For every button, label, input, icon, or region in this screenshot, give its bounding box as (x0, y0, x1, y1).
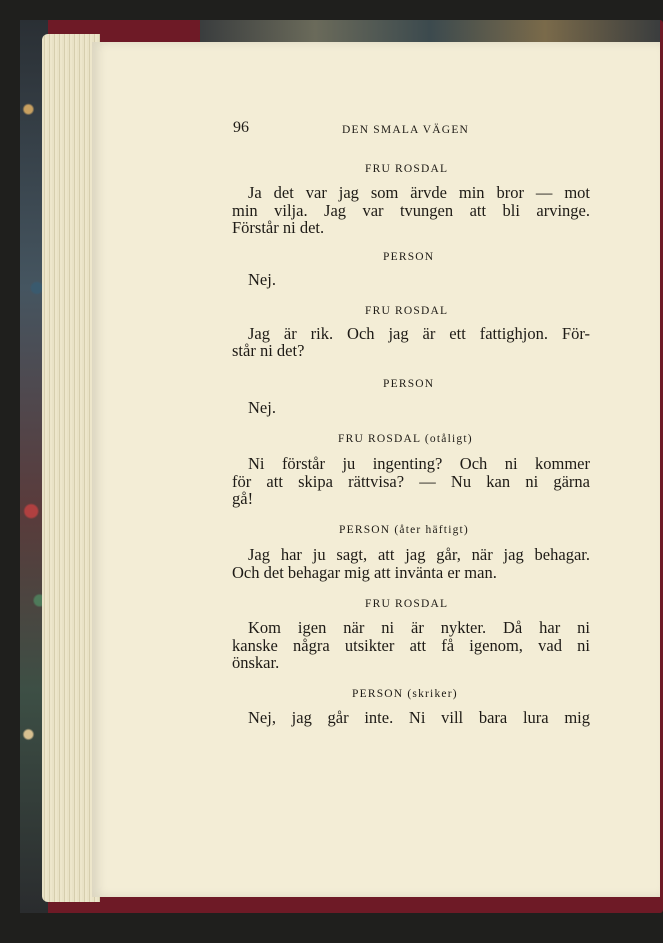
marbled-endpaper-top (200, 20, 660, 42)
dialogue-line: Och det behagar mig att invänta er man. (232, 563, 497, 582)
dialogue-line: kanske några utsikter att få igenom, vad ni (232, 636, 590, 655)
speaker-label: PERSON (skriker) (352, 688, 458, 700)
dialogue-line: Förstår ni det. (232, 218, 325, 237)
dialogue-line: står ni det? (232, 341, 305, 360)
speaker-label: PERSON (383, 378, 435, 390)
dialogue-line: för att skipa rättvisa? — Nu kan ni gärna (232, 472, 590, 491)
dialogue-line: gå! (232, 489, 254, 508)
dialogue-line: Jag är rik. Och jag är ett fattighjon. För- (248, 324, 590, 343)
dialogue-line: Nej. (248, 270, 276, 289)
dialogue-line: Kom igen när ni är nykter. Då har ni (248, 618, 590, 637)
speaker-label: FRU ROSDAL (365, 163, 449, 175)
page-number: 96 (233, 119, 249, 136)
dialogue-line: Ni förstår ju ingenting? Och ni kommer (248, 454, 590, 473)
speaker-label: PERSON (åter häftigt) (339, 524, 469, 536)
dialogue-line: min vilja. Jag var tvungen att bli arvinge. (232, 201, 590, 220)
running-title: DEN SMALA VÄGEN (342, 124, 470, 136)
dialogue-line: Nej, jag går inte. Ni vill bara lura mig (248, 708, 590, 727)
speaker-label: FRU ROSDAL (365, 598, 449, 610)
dialogue-line: Nej. (248, 398, 276, 417)
speaker-label: FRU ROSDAL (365, 305, 449, 317)
dialogue-line: Jag har ju sagt, att jag går, när jag behagar. (248, 545, 590, 564)
dialogue-line: Ja det var jag som ärvde min bror — mot (248, 183, 590, 202)
dialogue-line: önskar. (232, 653, 280, 672)
speaker-label: FRU ROSDAL (otåligt) (338, 433, 473, 445)
speaker-label: PERSON (383, 251, 435, 263)
